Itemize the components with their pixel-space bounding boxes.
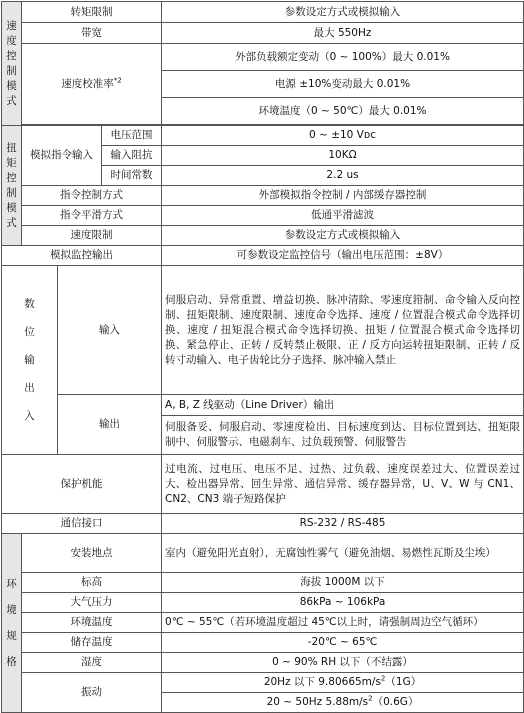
- label-speed-accuracy: 速度校准率$^{*2}$: [22, 44, 162, 125]
- side-label-torque-mode: 扭 矩 控 制 模 式: [2, 126, 22, 246]
- row-storage: [2, 633, 524, 653]
- row-voltage-range: [2, 126, 524, 146]
- side-label-environment: 环 境 规 格: [2, 534, 22, 713]
- value-input-impedance: 10KΩ: [162, 146, 524, 166]
- label-input-impedance: 输入阻抗: [102, 146, 162, 166]
- row-speed-accuracy: [2, 44, 524, 71]
- row-digital-input: [2, 266, 524, 395]
- value-speed-accuracy-load: 外部负载额定变动（0 ~ 100%）最大 0.01%: [162, 44, 524, 71]
- label-analog-input: 模拟指令输入: [22, 126, 102, 186]
- value-pressure: 86kPa ~ 106kPa: [162, 593, 524, 613]
- label-digital-input: 输入: [58, 266, 162, 395]
- row-torque-limit: [2, 2, 524, 23]
- value-torque-limit: 参数设定方式或模拟输入: [162, 2, 524, 23]
- label-temperature: 环境温度: [22, 613, 162, 633]
- label-digital-output: 输出: [58, 395, 162, 455]
- value-bandwidth: 最大 550Hz: [162, 23, 524, 44]
- label-voltage-range: 电压范围: [102, 126, 162, 146]
- value-humidity: 0 ~ 90% RH 以下（不结露）: [162, 653, 524, 673]
- row-humidity: [2, 653, 524, 673]
- value-vibration-1: 20Hz 以下 $9.80665m/s^2(1G)$: [162, 673, 524, 693]
- value-install: 室内（避免阳光直射），无腐蚀性雾气（避免油烟、易燃性瓦斯及尘埃）: [162, 534, 524, 573]
- label-vibration: 振动: [22, 673, 162, 713]
- label-command-smoothing: 指令平滑方式: [22, 206, 162, 226]
- row-command-smoothing: [2, 206, 524, 226]
- label-torque-limit: 转矩限制: [22, 2, 162, 23]
- label-pressure: 大气压力: [22, 593, 162, 613]
- label-storage: 储存温度: [22, 633, 162, 653]
- label-command-source: 指令控制方式: [22, 186, 162, 206]
- value-communication: RS-232 / RS-485: [162, 514, 524, 534]
- value-speed-accuracy-temp: 环境温度（0 ~ 50℃）最大 0.01%: [162, 98, 524, 125]
- value-storage: -20℃ ~ 65℃: [162, 633, 524, 653]
- row-vibration-1: [2, 673, 524, 693]
- side-label-speed-mode: 速 度 控 制 模 式: [2, 2, 22, 126]
- label-bandwidth: 带宽: [22, 23, 162, 44]
- row-speed-limit: [2, 226, 524, 246]
- value-analog-monitor: 可参数设定监控信号（输出电压范围：±8V）: [162, 246, 524, 266]
- value-protection: 过电流、过电压、电压不足、过热、过负载、速度误差过大、位置误差过大、检出器异常、回生异常、通信异常、缓存器异常，U、V、W 与 CN1、CN2、CN3 端子短路保护: [162, 455, 524, 514]
- value-command-source: 外部模拟指令控制 / 内部缓存器控制: [162, 186, 524, 206]
- value-digital-input: 伺服启动、异常重置、增益切换、脉冲清除、零速度箝制、命令输入反向控制、扭矩限制、速度限制、速度命令选择、速度 / 位置混合模式命令选择切换、速度 / 扭矩混合模式命令选择切换、扭矩 / 位置混合模式命令选择切换、紧急停止、正转 / 反转禁止极限、正 / 反方向运转扭矩限制、正转 / 反转寸动输入、电子齿轮比分子选择、脉冲输入禁止: [162, 266, 524, 395]
- row-altitude: [2, 573, 524, 593]
- value-output-line-driver: A, B, Z 线驱动（Line Driver）输出: [162, 395, 524, 416]
- value-time-constant: 2.2 us: [162, 166, 524, 186]
- value-command-smoothing: 低通平滑滤波: [162, 206, 524, 226]
- label-communication: 通信接口: [2, 514, 162, 534]
- row-pressure: [2, 593, 524, 613]
- row-install: [2, 534, 524, 573]
- value-altitude: 海拔 1000M 以下: [162, 573, 524, 593]
- label-analog-monitor: 模拟监控输出: [2, 246, 162, 266]
- value-output-signals: 伺服备妥、伺服启动、零速度检出、目标速度到达、目标位置到达、扭矩限制中、伺服警示、电磁刹车、过负载预警、伺服警告: [162, 416, 524, 455]
- label-protection: 保护机能: [2, 455, 162, 514]
- label-install: 安装地点: [22, 534, 162, 573]
- value-vibration-2: 20 ~ 50Hz $5.88m/s^2(0.6G)$: [162, 693, 524, 713]
- row-command-source: [2, 186, 524, 206]
- row-communication: [2, 514, 524, 534]
- label-humidity: 湿度: [22, 653, 162, 673]
- value-voltage-range: 0 ~ ±10 Vᴅᴄ: [162, 126, 524, 146]
- footnote-marker: *2: [113, 76, 122, 84]
- row-digital-output-line-driver: [2, 395, 524, 416]
- row-protection: [2, 455, 524, 514]
- side-label-digital-io: 数 位 输 出 入: [2, 266, 58, 455]
- label-speed-limit: 速度限制: [22, 226, 162, 246]
- value-temperature: 0℃ ~ 55℃（若环境温度超过 45℃以上时，请强制周边空气循环）: [162, 613, 524, 633]
- value-speed-accuracy-power: 电源 ±10%变动最大 0.01%: [162, 71, 524, 98]
- row-bandwidth: [2, 23, 524, 44]
- row-analog-monitor: [2, 246, 524, 266]
- label-altitude: 标高: [22, 573, 162, 593]
- value-speed-limit: 参数设定方式或模拟输入: [162, 226, 524, 246]
- row-temperature: [2, 613, 524, 633]
- label-time-constant: 时间常数: [102, 166, 162, 186]
- spec-table: [1, 1, 524, 713]
